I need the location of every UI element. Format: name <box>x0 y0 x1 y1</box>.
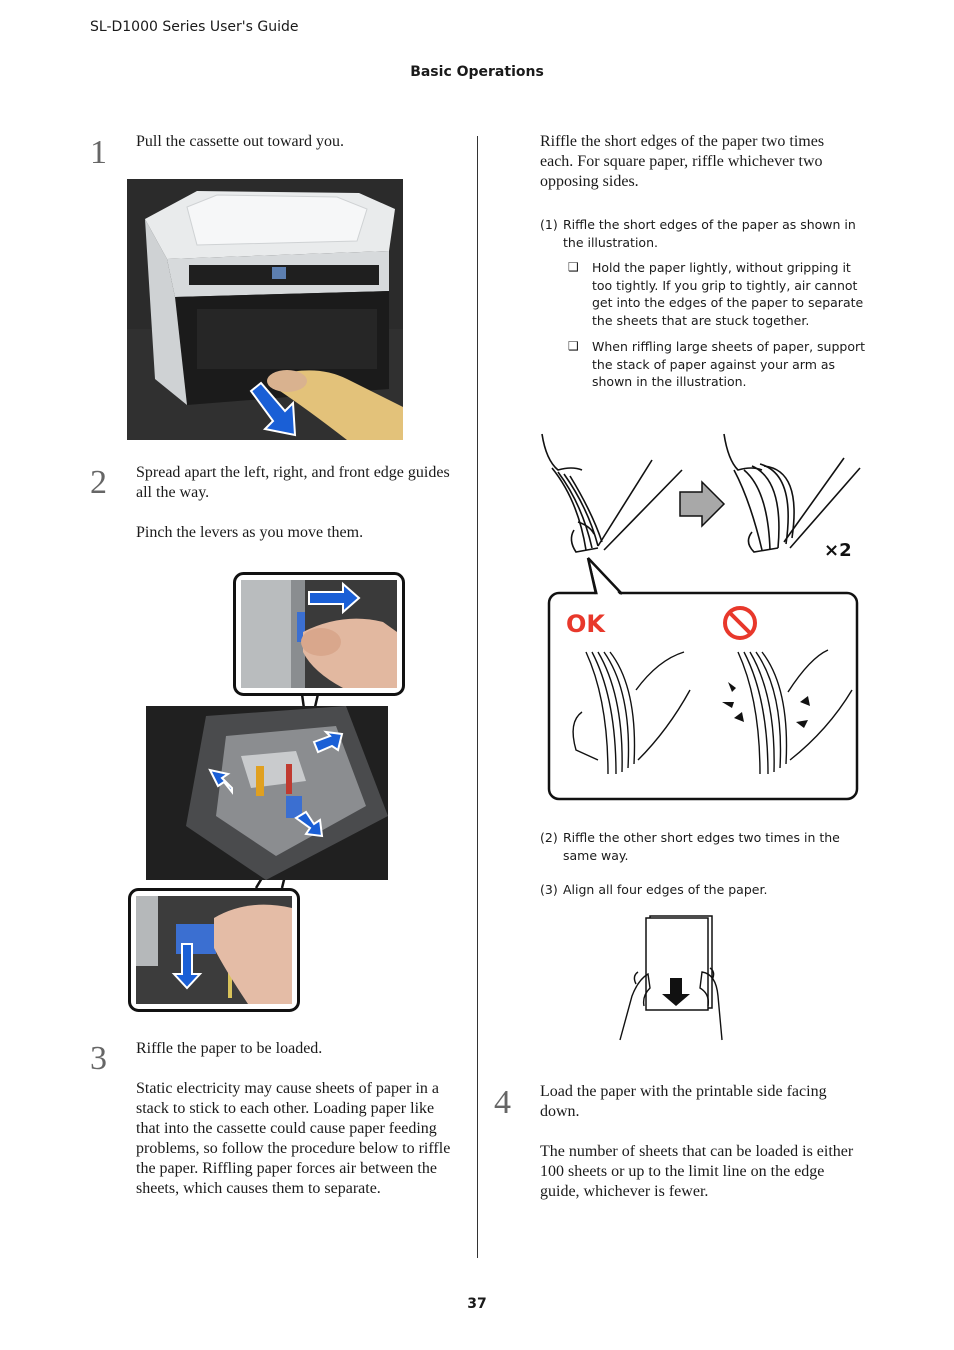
bullet-item-1-text: Hold the paper lightly, without gripping it too tightly. If you grip to tightly, air cannot get into the edges of the paper to separate the sheets that are stuck together. <box>592 260 864 328</box>
substep-3-label: (3) <box>540 882 558 897</box>
step-1-text: Pull the cassette out toward you. <box>136 133 344 150</box>
step-4-text: Load the paper with the printable side facing down. <box>540 1083 827 1120</box>
ok-label: OK <box>566 610 605 638</box>
substep-1-text: Riffle the short edges of the paper as shown in the illustration. <box>563 217 856 250</box>
substep-3-text: Align all four edges of the paper. <box>563 882 768 897</box>
riffle-intro: Riffle the short edges of the paper two times each. For square paper, riffle whichever two opposing sides. <box>540 133 825 190</box>
bullet-checkbox-glyph: ❑ <box>568 260 579 274</box>
section-title: Basic Operations <box>410 64 544 80</box>
substep-2-text: Riffle the other short edges two times in the same way. <box>563 830 840 863</box>
bullet-item-1 <box>568 259 870 329</box>
cassette-edge-guides-photo <box>146 706 388 880</box>
step-3-text: Riffle the paper to be loaded. <box>136 1040 323 1057</box>
page-number: 37 <box>467 1296 487 1312</box>
substep-1-label: (1) <box>540 217 558 232</box>
step-3-note: Static electricity may cause sheets of paper in a stack to stick to each other. Loading paper like that into the cassette could cause paper feeding problems, so follow the procedure below to riffle the paper. Riffling paper forces air between the sheets, which causes them to separate. <box>136 1080 451 1197</box>
bullet-checkbox-glyph: ❑ <box>568 339 579 353</box>
step-2-note: Pinch the levers as you move them. <box>136 524 364 541</box>
lever-zoom-bottom-photo <box>128 888 300 1012</box>
step-4-number: 4 <box>494 1084 511 1121</box>
riffle-illustration <box>538 430 862 804</box>
bullet-item-2-text: When riffling large sheets of paper, support the stack of paper against your arm as shown in the illustration. <box>592 339 866 389</box>
guide-title: SL-D1000 Series User's Guide <box>90 19 299 35</box>
step-2-text: Spread apart the left, right, and front edge guides all the way. <box>136 464 450 501</box>
step-4-note: The number of sheets that can be loaded is either 100 sheets or up to the limit line on the edge guide, whichever is fewer. <box>540 1143 854 1200</box>
bullet-item-2 <box>568 338 870 391</box>
step-2-number: 2 <box>90 464 107 501</box>
lever-zoom-top-photo <box>233 572 405 696</box>
repeat-count-label: ×2 <box>824 540 852 561</box>
substep-2-label: (2) <box>540 830 558 845</box>
step-1-number: 1 <box>90 134 107 171</box>
printer-cassette-photo <box>127 179 403 440</box>
column-divider <box>477 136 478 1258</box>
step-3-number: 3 <box>90 1040 107 1077</box>
align-edges-illustration <box>612 910 738 1046</box>
